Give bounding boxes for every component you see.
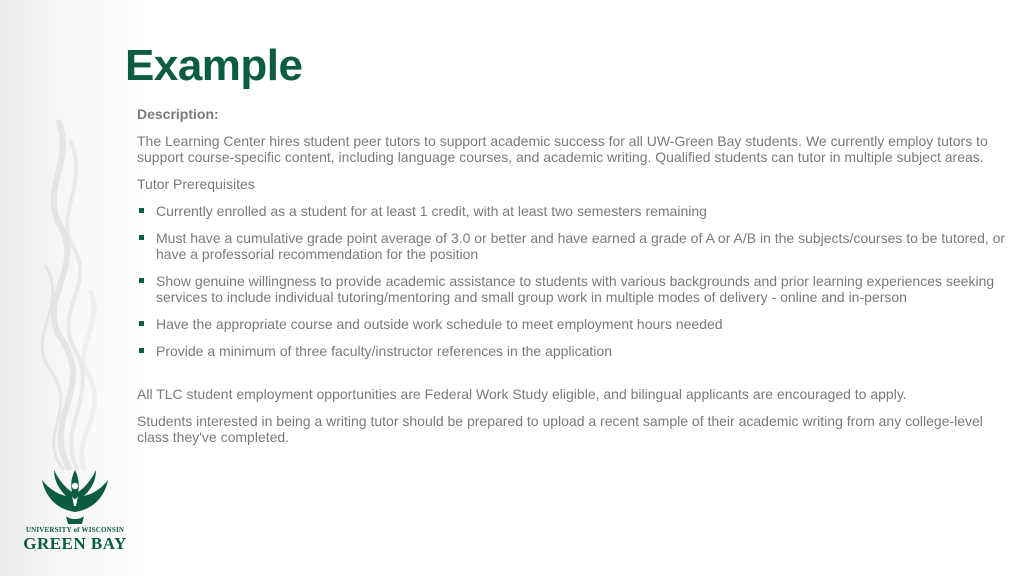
list-item <box>137 273 1007 305</box>
logo-university-text: UNIVERSITY of WISCONSIN <box>25 526 125 534</box>
square-bullet-icon <box>139 235 144 240</box>
description-label: Description: <box>137 106 219 122</box>
square-bullet-icon <box>139 208 144 213</box>
list-item-text: Have the appropriate course and outside work schedule to meet employment hours needed <box>156 316 723 332</box>
spacer <box>137 370 1007 386</box>
description-text: The Learning Center hires student peer tutors to support academic success for all UW-Green Bay students. We currently employ tutors to support course-specific content, including language courses, and academic writing. Qualified students can tutor in multiple subject areas. <box>137 133 988 165</box>
list-item <box>137 343 1007 359</box>
list-item-text: Currently enrolled as a student for at least 1 credit, with at least two semesters remaining <box>156 203 707 219</box>
work-study-note: All TLC student employment opportunities are Federal Work Study eligible, and bilingual applicants are encouraged to apply. <box>137 386 907 402</box>
square-bullet-icon <box>139 278 144 283</box>
list-item-text: Must have a cumulative grade point average of 3.0 or better and have earned a grade of A or A/B in the subjects/courses to be tutored, or have a professorial recommendation for the position <box>156 230 1006 262</box>
phoenix-icon <box>22 466 128 526</box>
slide-content <box>137 106 1007 456</box>
prerequisites-heading: Tutor Prerequisites <box>137 176 255 192</box>
university-logo <box>22 466 128 556</box>
prerequisites-list <box>137 203 1007 359</box>
list-item-text: Show genuine willingness to provide academic assistance to students with various backgrounds and prior learning experiences seeking services to include individual tutoring/mentoring and small group work in multiple modes of delivery - online and in-person <box>156 273 995 305</box>
list-item <box>137 316 1007 332</box>
list-item-text: Provide a minimum of three faculty/instructor references in the application <box>156 343 612 359</box>
logo-green-bay-text: GREEN BAY <box>23 534 127 553</box>
list-item <box>137 203 1007 219</box>
writing-tutor-note: Students interested in being a writing tutor should be prepared to upload a recent sample of their academic writing from any college-level class they've completed. <box>137 413 983 445</box>
list-item <box>137 230 1007 262</box>
slide-title: Example <box>125 41 303 90</box>
square-bullet-icon <box>139 321 144 326</box>
square-bullet-icon <box>139 348 144 353</box>
